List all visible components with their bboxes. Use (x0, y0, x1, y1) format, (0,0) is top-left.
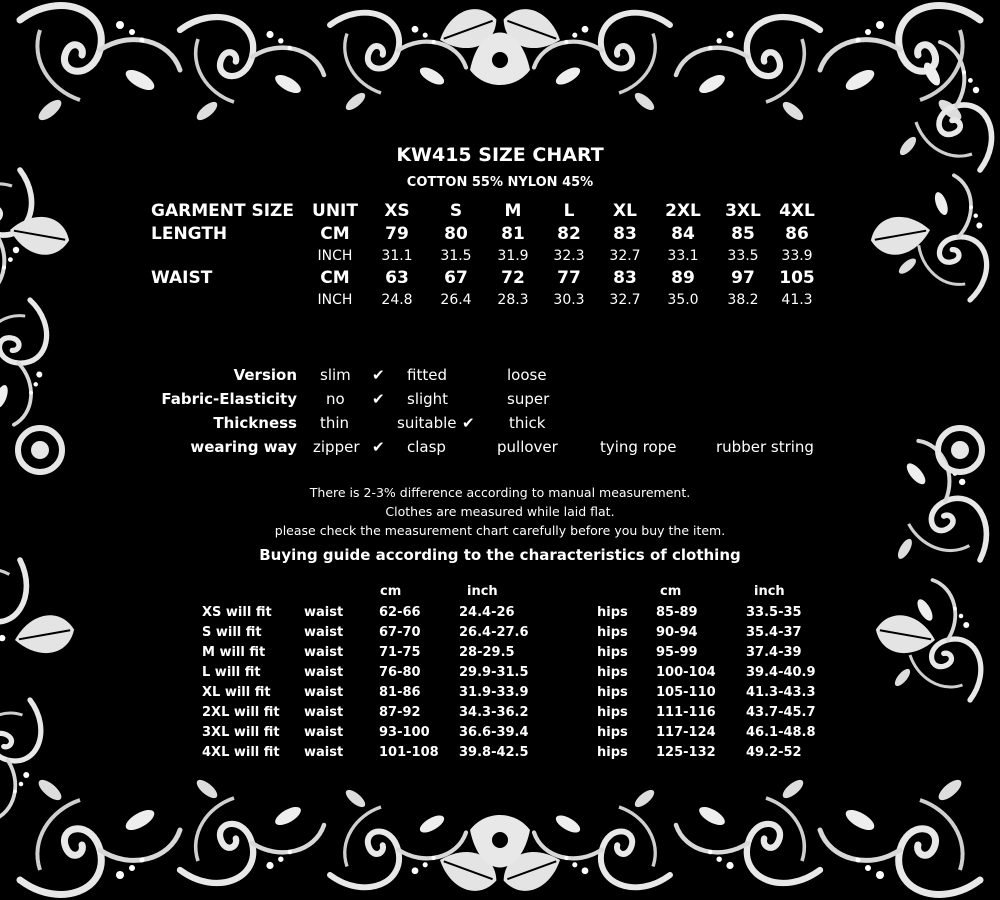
option-suitable: suitable (397, 414, 457, 432)
row-unit: CM (320, 224, 350, 244)
table-row (0, 725, 1000, 747)
guide-part-hips: hips (597, 645, 628, 660)
header-size-xl: XL (613, 201, 637, 221)
option-fitted: fitted (407, 366, 447, 384)
check-icon: ✔ (372, 438, 385, 456)
table-cell: 38.2 (727, 292, 759, 308)
table-cell: 89 (671, 268, 695, 288)
guide-waist-inch: 31.9-33.9 (459, 685, 529, 700)
table-cell: 32.7 (609, 292, 641, 308)
guide-hips-cm: 125-132 (656, 745, 716, 760)
check-icon: ✔ (372, 390, 385, 408)
table-cell: 105 (779, 268, 815, 288)
guide-part-waist: waist (304, 745, 344, 760)
chart-title: KW415 SIZE CHART (396, 144, 604, 166)
table-cell: 81 (501, 224, 525, 244)
guide-hips-cm: 105-110 (656, 685, 716, 700)
guide-part-hips: hips (597, 625, 628, 640)
row-unit: INCH (317, 248, 353, 264)
row-unit: INCH (317, 292, 353, 308)
check-icon: ✔ (372, 366, 385, 384)
header-waist-cm: cm (380, 584, 402, 599)
attribute-wearing-way (0, 438, 1000, 460)
guide-hips-cm: 85-89 (656, 605, 698, 620)
guide-header (0, 584, 1000, 606)
row-label: WAIST (151, 268, 213, 288)
table-cell: 33.5 (727, 248, 759, 264)
table-cell: 82 (557, 224, 581, 244)
option-slight: slight (407, 390, 449, 408)
size-table-header (0, 201, 1000, 223)
material-composition: COTTON 55% NYLON 45% (406, 175, 594, 190)
header-size-4xl: 4XL (779, 201, 815, 221)
table-row (0, 685, 1000, 707)
row-unit: CM (320, 268, 350, 288)
guide-waist-cm: 71-75 (379, 645, 421, 660)
guide-waist-cm: 87-92 (379, 705, 421, 720)
table-cell: 28.3 (497, 292, 529, 308)
guide-size: XS will fit (202, 605, 272, 620)
guide-hips-inch: 46.1-48.8 (746, 725, 816, 740)
guide-hips-inch: 39.4-40.9 (746, 665, 816, 680)
guide-part-hips: hips (597, 685, 628, 700)
table-cell: 30.3 (553, 292, 585, 308)
table-cell: 80 (444, 224, 468, 244)
note-measurement-difference: There is 2-3% difference according to manual measurement. (309, 485, 691, 500)
guide-size: XL will fit (202, 685, 271, 700)
guide-size: S will fit (202, 625, 262, 640)
guide-part-waist: waist (304, 645, 344, 660)
guide-part-hips: hips (597, 745, 628, 760)
check-icon: ✔ (462, 414, 475, 432)
table-row (0, 248, 1000, 270)
table-row (0, 292, 1000, 314)
guide-waist-cm: 93-100 (379, 725, 430, 740)
table-cell: 24.8 (381, 292, 413, 308)
option-no: no (326, 390, 345, 408)
guide-hips-inch: 41.3-43.3 (746, 685, 816, 700)
header-waist-inch: inch (467, 584, 498, 599)
header-hips-cm: cm (660, 584, 682, 599)
header-size-3xl: 3XL (725, 201, 761, 221)
option-tying-rope: tying rope (600, 438, 677, 456)
table-row (0, 745, 1000, 767)
table-cell: 83 (613, 224, 637, 244)
note-laid-flat: Clothes are measured while laid flat. (385, 504, 615, 519)
guide-part-waist: waist (304, 665, 344, 680)
header-garment-size: GARMENT SIZE (151, 201, 294, 221)
table-cell: 35.0 (667, 292, 699, 308)
table-cell: 86 (785, 224, 809, 244)
table-cell: 72 (501, 268, 525, 288)
table-row (0, 268, 1000, 290)
guide-hips-inch: 33.5-35 (746, 605, 802, 620)
option-super: super (507, 390, 550, 408)
table-row (0, 605, 1000, 627)
attribute-label: Thickness (213, 414, 297, 432)
table-cell: 33.9 (781, 248, 813, 264)
table-cell: 31.1 (381, 248, 413, 264)
table-cell: 41.3 (781, 292, 813, 308)
option-thick: thick (509, 414, 546, 432)
attribute-label: wearing way (190, 438, 297, 456)
guide-hips-cm: 117-124 (656, 725, 716, 740)
option-pullover: pullover (497, 438, 558, 456)
header-size-m: M (504, 201, 522, 221)
header-size-s: S (449, 201, 463, 221)
row-label: LENGTH (151, 224, 228, 244)
table-cell: 79 (385, 224, 409, 244)
guide-waist-cm: 67-70 (379, 625, 421, 640)
guide-waist-inch: 34.3-36.2 (459, 705, 529, 720)
header-size-xs: XS (384, 201, 410, 221)
guide-part-waist: waist (304, 685, 344, 700)
table-cell: 26.4 (440, 292, 472, 308)
table-cell: 84 (671, 224, 695, 244)
header-size-l: L (563, 201, 575, 221)
table-row (0, 224, 1000, 246)
option-clasp: clasp (407, 438, 446, 456)
table-row (0, 705, 1000, 727)
attribute-label: Version (233, 366, 297, 384)
table-cell: 63 (385, 268, 409, 288)
option-slim: slim (320, 366, 351, 384)
guide-hips-inch: 35.4-37 (746, 625, 802, 640)
guide-part-hips: hips (597, 705, 628, 720)
guide-waist-inch: 29.9-31.5 (459, 665, 529, 680)
attribute-label: Fabric-Elasticity (161, 390, 297, 408)
guide-size: 3XL will fit (202, 725, 280, 740)
attribute-version (0, 366, 1000, 388)
table-cell: 32.3 (553, 248, 585, 264)
table-cell: 85 (731, 224, 755, 244)
table-cell: 83 (613, 268, 637, 288)
attribute-fabric-elasticity (0, 390, 1000, 412)
table-row (0, 665, 1000, 687)
table-row (0, 645, 1000, 667)
option-thin: thin (320, 414, 350, 432)
option-rubber-string: rubber string (716, 438, 814, 456)
guide-size: 2XL will fit (202, 705, 280, 720)
guide-size: L will fit (202, 665, 261, 680)
guide-hips-inch: 49.2-52 (746, 745, 802, 760)
guide-part-hips: hips (597, 725, 628, 740)
guide-waist-cm: 62-66 (379, 605, 421, 620)
header-size-2xl: 2XL (665, 201, 701, 221)
guide-hips-inch: 37.4-39 (746, 645, 802, 660)
table-cell: 31.9 (497, 248, 529, 264)
attribute-thickness (0, 414, 1000, 436)
header-hips-inch: inch (754, 584, 785, 599)
guide-part-hips: hips (597, 665, 628, 680)
guide-waist-inch: 39.8-42.5 (459, 745, 529, 760)
buying-guide-title: Buying guide according to the characteristics of clothing (259, 546, 741, 564)
table-cell: 31.5 (440, 248, 472, 264)
guide-size: M will fit (202, 645, 266, 660)
option-zipper: zipper (313, 438, 360, 456)
guide-waist-inch: 28-29.5 (459, 645, 515, 660)
table-row (0, 625, 1000, 647)
guide-waist-inch: 24.4-26 (459, 605, 515, 620)
guide-waist-inch: 36.6-39.4 (459, 725, 529, 740)
table-cell: 32.7 (609, 248, 641, 264)
guide-part-waist: waist (304, 725, 344, 740)
note-check-chart: please check the measurement chart carefully before you buy the item. (274, 523, 726, 538)
guide-waist-inch: 26.4-27.6 (459, 625, 529, 640)
guide-waist-cm: 81-86 (379, 685, 421, 700)
guide-part-hips: hips (597, 605, 628, 620)
guide-waist-cm: 101-108 (379, 745, 439, 760)
guide-size: 4XL will fit (202, 745, 280, 760)
table-cell: 97 (731, 268, 755, 288)
guide-part-waist: waist (304, 705, 344, 720)
table-cell: 33.1 (667, 248, 699, 264)
header-unit: UNIT (312, 201, 358, 221)
guide-hips-cm: 90-94 (656, 625, 698, 640)
option-loose: loose (507, 366, 547, 384)
table-cell: 67 (444, 268, 468, 288)
guide-hips-inch: 43.7-45.7 (746, 705, 816, 720)
guide-waist-cm: 76-80 (379, 665, 421, 680)
guide-hips-cm: 95-99 (656, 645, 698, 660)
guide-hips-cm: 111-116 (656, 705, 716, 720)
guide-part-waist: waist (304, 605, 344, 620)
guide-part-waist: waist (304, 625, 344, 640)
table-cell: 77 (557, 268, 581, 288)
guide-hips-cm: 100-104 (656, 665, 716, 680)
